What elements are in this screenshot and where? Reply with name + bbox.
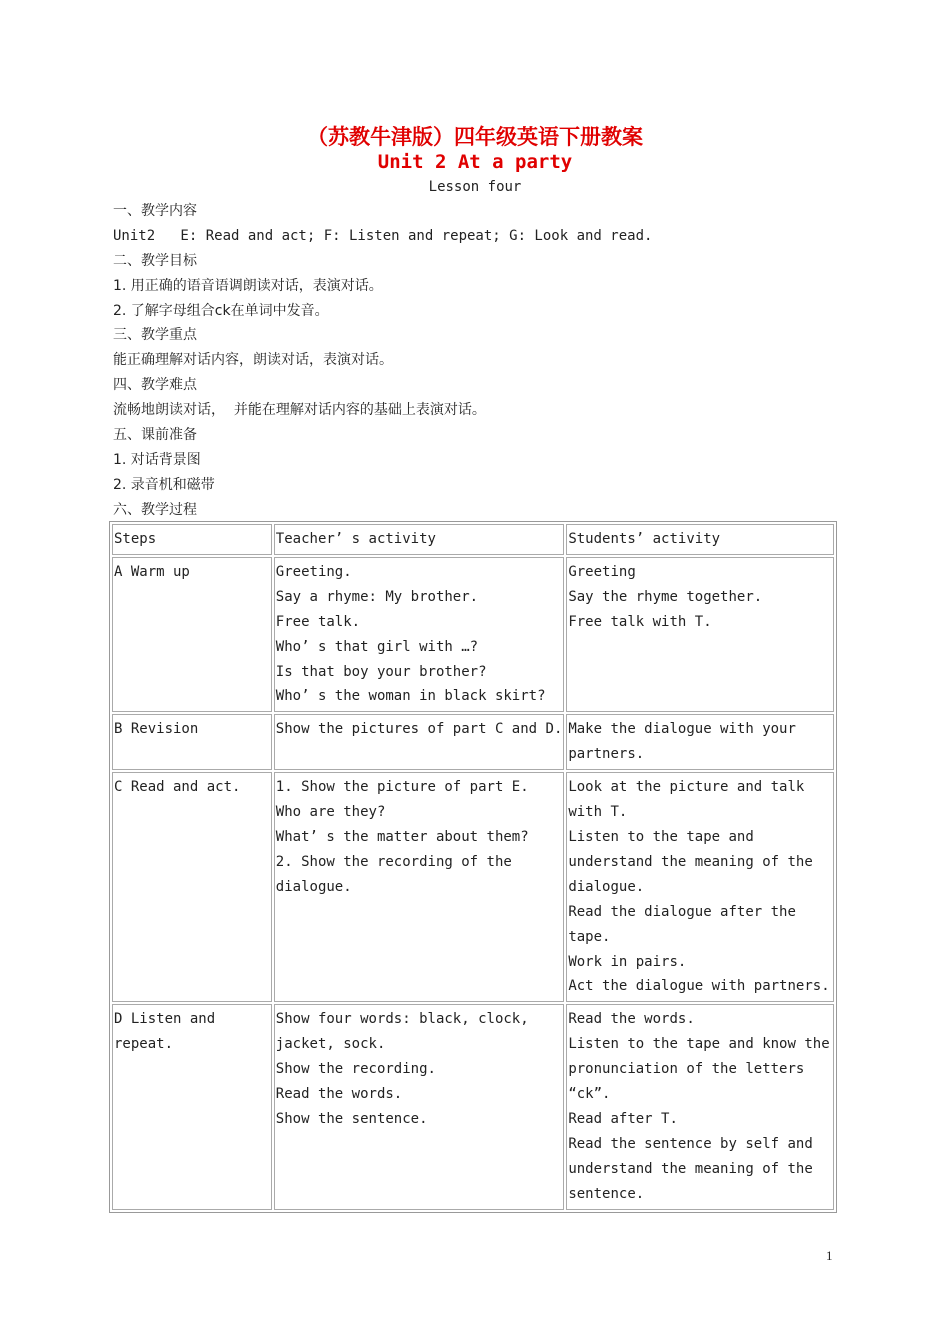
cell-line: Say a rhyme: My brother. bbox=[275, 588, 479, 605]
cell-line: 1. Show the picture of part E. bbox=[275, 779, 529, 796]
teacher-activity-cell bbox=[274, 1004, 565, 1209]
table-header-row bbox=[112, 524, 834, 555]
teacher-activity-cell bbox=[274, 714, 565, 770]
section-line: 四、教学难点 bbox=[113, 377, 197, 394]
document-title-en: Unit 2 At a party bbox=[377, 151, 573, 173]
header-students-activity: Students’ activity bbox=[566, 524, 834, 555]
cell-line: Is that boy your brother? bbox=[275, 663, 487, 680]
cell-line: D Listen and repeat. bbox=[114, 1011, 216, 1053]
cell-line: Who’ s the woman in black skirt? bbox=[275, 688, 546, 705]
section-line: 1. 对话背景图 bbox=[113, 451, 201, 468]
section-line: 流畅地朗读对话， 并能在理解对话内容的基础上表演对话。 bbox=[113, 402, 486, 419]
cell-line: Who’ s that girl with …? bbox=[275, 638, 479, 655]
lesson-subtitle: Lesson four bbox=[428, 179, 522, 195]
section-line: 2. 录音机和磁带 bbox=[113, 476, 215, 493]
teacher-activity-cell bbox=[274, 557, 565, 712]
step-cell bbox=[112, 557, 272, 712]
cell-line: Read the dialogue after the tape. bbox=[568, 903, 796, 945]
cell-line: Show the recording. bbox=[275, 1061, 436, 1078]
cell-line: Who are they? bbox=[275, 804, 386, 821]
students-activity-cell bbox=[566, 1004, 834, 1209]
cell-line: A Warm up bbox=[114, 563, 190, 580]
cell-line: Read the words. bbox=[568, 1011, 695, 1028]
cell-line: Free talk with T. bbox=[568, 613, 712, 630]
cell-line: B Revision bbox=[114, 721, 199, 738]
cell-line: Read after T. bbox=[568, 1110, 678, 1127]
cell-line: Greeting bbox=[568, 563, 636, 580]
section-line: 2. 了解字母组合ck在单词中发音。 bbox=[113, 302, 329, 319]
section-line: 二、教学目标 bbox=[113, 252, 197, 269]
cell-line: Act the dialogue with partners. bbox=[568, 978, 830, 995]
section-line: 一、教学内容 bbox=[113, 203, 197, 219]
cell-line: Show the pictures of part C and D. bbox=[275, 721, 563, 738]
cell-line: Read the sentence by self and understand the meaning of the sentence. bbox=[568, 1135, 813, 1202]
cell-line: Greeting. bbox=[275, 563, 352, 580]
cell-line: Show the sentence. bbox=[275, 1110, 428, 1127]
section-line: 三、教学重点 bbox=[113, 327, 197, 344]
cell-line: C Read and act. bbox=[114, 779, 241, 796]
teaching-process-table bbox=[109, 521, 837, 1213]
section-line: 能正确理解对话内容，朗读对话，表演对话。 bbox=[113, 352, 393, 369]
header-steps: Steps bbox=[112, 524, 272, 555]
cell-line: Listen to the tape and know the pronunciation of the letters “ck”. bbox=[568, 1036, 830, 1103]
cell-line: Show four words: black, clock, jacket, sock. bbox=[275, 1011, 529, 1053]
students-activity-cell bbox=[566, 772, 834, 1002]
cell-line: Work in pairs. bbox=[568, 953, 687, 970]
table-row bbox=[112, 557, 834, 712]
cell-line: Look at the picture and talk with T. bbox=[568, 779, 805, 821]
section-line: 五、课前准备 bbox=[113, 427, 197, 444]
section-line: Unit2 E: Read and act; F: Listen and repeat; G: Look and read. bbox=[113, 227, 653, 244]
table-row bbox=[112, 772, 834, 1002]
cell-line: Say the rhyme together. bbox=[568, 588, 763, 605]
header-teacher-activity: Teacher’ s activity bbox=[274, 524, 565, 555]
cell-line: Free talk. bbox=[275, 613, 361, 630]
document-title-cn: （苏教牛津版）四年级英语下册教案 bbox=[307, 125, 643, 149]
step-cell bbox=[112, 1004, 272, 1209]
cell-line: Read the words. bbox=[275, 1086, 403, 1103]
step-cell bbox=[112, 714, 272, 770]
table-row bbox=[112, 714, 834, 770]
cell-line: What’ s the matter about them? bbox=[275, 828, 529, 845]
lesson-plan-sections bbox=[113, 199, 833, 523]
students-activity-cell bbox=[566, 557, 834, 712]
page-number: 1 bbox=[826, 1248, 833, 1263]
cell-line: Listen to the tape and understand the meaning of the dialogue. bbox=[568, 828, 813, 895]
section-line: 1. 用正确的语音语调朗读对话，表演对话。 bbox=[113, 277, 383, 294]
section-line: 六、教学过程 bbox=[113, 501, 197, 518]
cell-line: Make the dialogue with your partners. bbox=[568, 721, 796, 763]
teacher-activity-cell bbox=[274, 772, 565, 1002]
step-cell bbox=[112, 772, 272, 1002]
cell-line: 2. Show the recording of the dialogue. bbox=[275, 853, 512, 895]
table-row bbox=[112, 1004, 834, 1209]
students-activity-cell bbox=[566, 714, 834, 770]
